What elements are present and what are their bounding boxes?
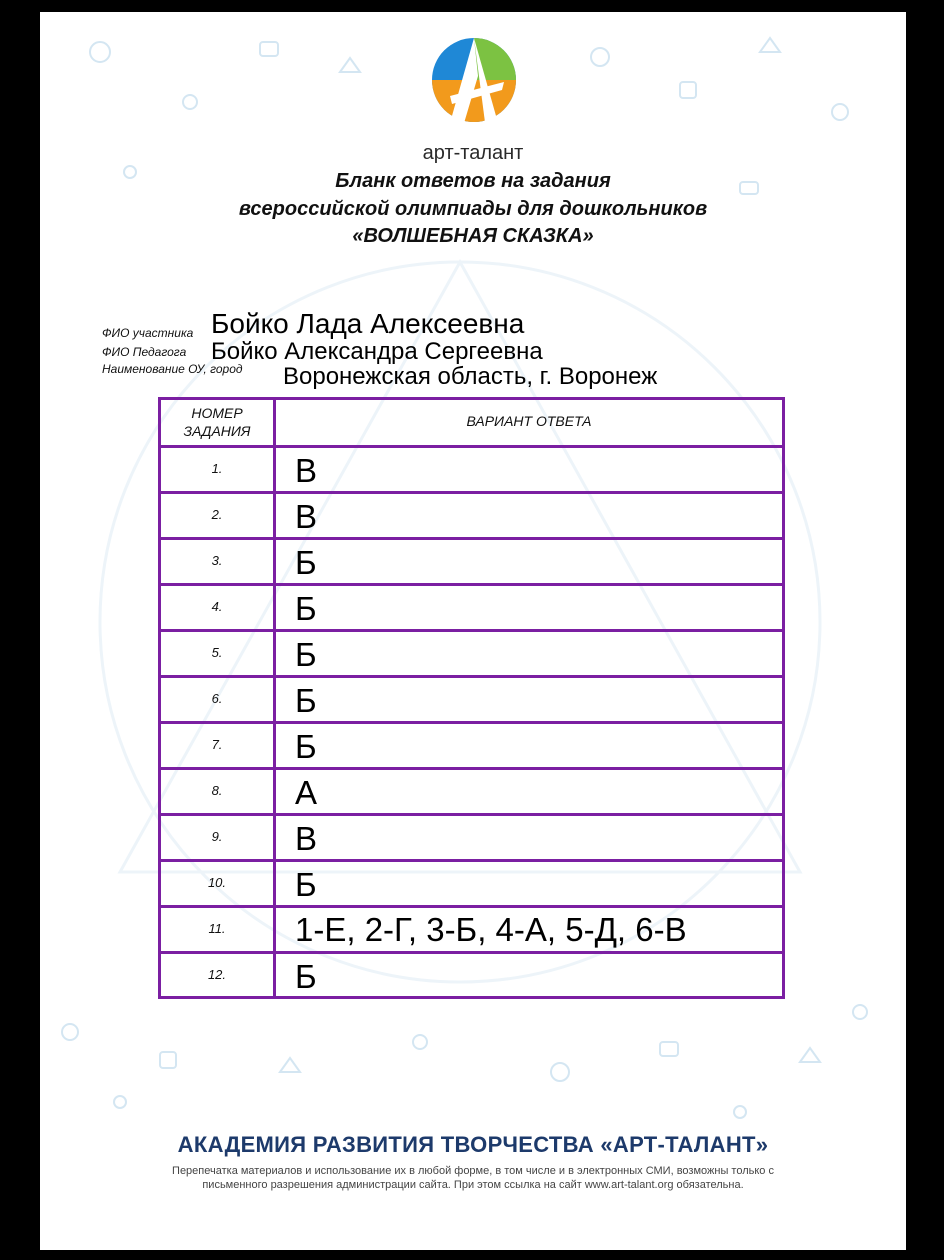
answer-value: Б: [295, 636, 317, 673]
footer-title: АКАДЕМИЯ РАЗВИТИЯ ТВОРЧЕСТВА «АРТ-ТАЛАНТ»: [177, 1132, 769, 1157]
task-number: 6.: [211, 691, 223, 706]
participant-label: ФИО участника: [102, 326, 194, 340]
art-talant-logo: [428, 30, 520, 142]
column-header-number: НОМЕР ЗАДАНИЯ: [183, 405, 251, 439]
task-number: 12.: [207, 967, 227, 982]
table-row: [161, 675, 782, 721]
footer-copyright-line-2: письменного разрешения администрации сайта. При этом ссылка на сайт www.art-talant.org обязательна.: [202, 1179, 744, 1191]
answer-value: В: [295, 820, 318, 857]
table-row: [161, 629, 782, 675]
answer-value: Б: [295, 544, 317, 581]
answer-value: Б: [295, 866, 317, 903]
answer-value: 1-Е, 2-Г, 3-Б, 4-А, 5-Д, 6-В: [295, 911, 687, 948]
answer-value: Б: [295, 590, 317, 627]
answer-value: А: [295, 774, 318, 811]
table-row: [161, 491, 782, 537]
school-label: Наименование ОУ, город: [102, 362, 243, 376]
table-row: [161, 445, 782, 491]
task-number: 4.: [211, 599, 223, 614]
task-number: 1.: [211, 461, 223, 476]
table-row: [161, 859, 782, 905]
table-row: [161, 767, 782, 813]
header-line-1: Бланк ответов на задания: [335, 170, 611, 192]
answer-value: Б: [295, 728, 317, 765]
teacher-label: ФИО Педагога: [102, 345, 187, 359]
table-row: [161, 537, 782, 583]
task-number: 3.: [211, 553, 223, 568]
task-number: 10.: [207, 875, 227, 890]
school-value: Воронежская область, г. Воронеж: [283, 363, 658, 390]
answer-sheet-page: [40, 12, 906, 1250]
answer-value: Б: [295, 958, 317, 995]
table-row: [161, 951, 782, 996]
header-line-2: всероссийской олимпиады для дошкольников: [238, 198, 708, 220]
task-number: 8.: [211, 783, 223, 798]
task-number: 11.: [208, 921, 226, 936]
participant-value: Бойко Лада Алексеевна: [211, 308, 525, 339]
task-number: 9.: [211, 829, 223, 844]
table-row: [161, 813, 782, 859]
answers-table: [158, 397, 785, 999]
answer-value: В: [295, 498, 318, 535]
table-row: [161, 905, 782, 951]
column-header-answer: ВАРИАНТ ОТВЕТА: [466, 413, 592, 429]
header-line-3: «ВОЛШЕБНАЯ СКАЗКА»: [352, 225, 594, 247]
table-row: [161, 721, 782, 767]
answer-value: В: [295, 452, 318, 489]
task-number: 2.: [211, 507, 223, 522]
brand-name: арт-талант: [422, 142, 524, 164]
task-number: 5.: [211, 645, 223, 660]
footer-copyright-line-1: Перепечатка материалов и использование их в любой форме, в том числе и в электронных СМИ, возможны только с: [172, 1165, 774, 1177]
teacher-value: Бойко Александра Сергеевна: [211, 338, 543, 365]
answer-value: Б: [295, 682, 317, 719]
task-number: 7.: [211, 737, 223, 752]
table-row: [161, 583, 782, 629]
